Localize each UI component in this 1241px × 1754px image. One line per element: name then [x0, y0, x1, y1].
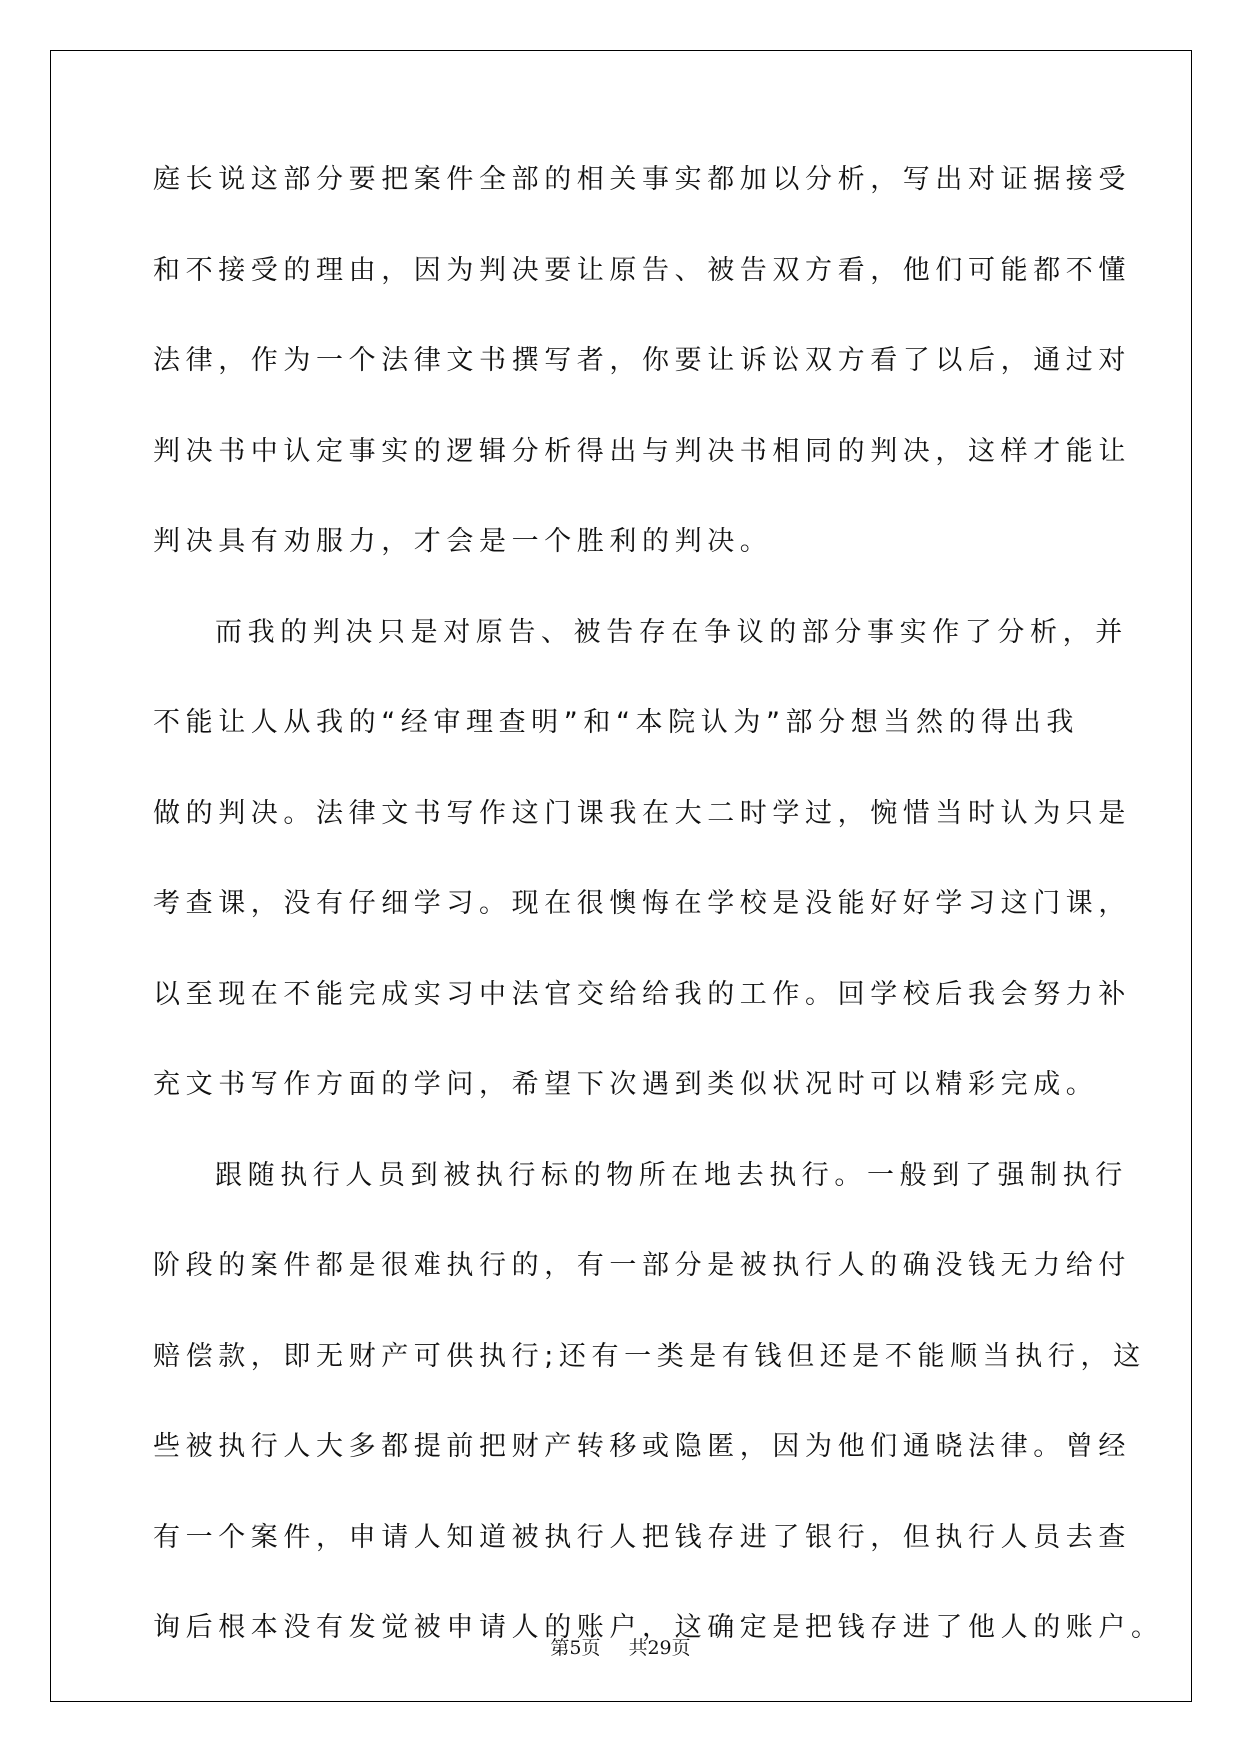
text-line: 阶段的案件都是很难执行的，有一部分是被执行人的确没钱无力给付: [153, 1250, 1131, 1281]
document-body: [153, 155, 1164, 1694]
text-line: 法律，作为一个法律文书撰写者，你要让诉讼双方看了以后，通过对: [153, 345, 1131, 376]
text-line-paragraph-start: 而我的判决只是对原告、被告存在争议的部分事实作了分析，并: [215, 616, 1128, 648]
text-line: 和不接受的理由，因为判决要让原告、被告双方看，他们可能都不懂: [153, 254, 1131, 286]
text-line: 不能让人从我的“经审理查明”和“本院认为”部分想当然的得出我: [153, 707, 1079, 738]
text-line: 庭长说这部分要把案件全部的相关事实都加以分析，写出对证据接受: [153, 164, 1131, 195]
text-line: 赔偿款，即无财产可供执行;还有一类是有钱但还是不能顺当执行，这: [153, 1340, 1146, 1372]
text-line-paragraph-start: 跟随执行人员到被执行标的物所在地去执行。一般到了强制执行: [215, 1159, 1128, 1191]
text-line: 以至现在不能完成实习中法官交给给我的工作。回学校后我会努力补: [153, 978, 1131, 1010]
text-line: 判决书中认定事实的逻辑分析得出与判决书相同的判决，这样才能让: [153, 435, 1131, 467]
text-line: 充文书写作方面的学问，希望下次遇到类似状况时可以精彩完成。: [153, 1069, 1099, 1100]
page-number: 第5页: [550, 1637, 601, 1659]
page-footer: [0, 1633, 1241, 1660]
text-line: 判决具有劝服力，才会是一个胜利的判决。: [153, 526, 773, 557]
text-line: 有一个案件，申请人知道被执行人把钱存进了银行，但执行人员去查: [153, 1521, 1131, 1553]
text-line: 做的判决。法律文书写作这门课我在大二时学过，惋惜当时认为只是: [153, 797, 1131, 829]
text-line: 询后根本没有发觉被申请人的账户，这确定是把钱存进了他人的账户。: [153, 1612, 1164, 1643]
page-total: 共29页: [628, 1637, 691, 1659]
text-line: 考查课，没有仔细学习。现在很懊悔在学校是没能好好学习这门课，: [153, 888, 1131, 919]
text-line: 些被执行人大多都提前把财产转移或隐匿，因为他们通晓法律。曾经: [153, 1431, 1131, 1462]
